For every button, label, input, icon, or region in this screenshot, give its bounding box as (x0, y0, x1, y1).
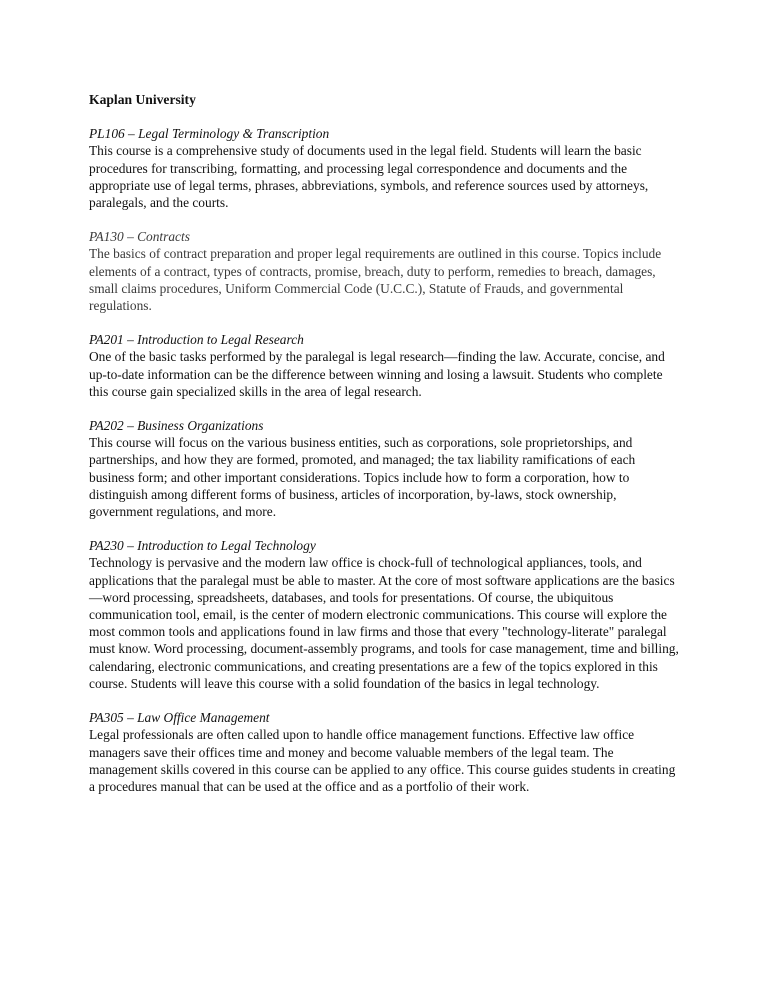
document-page (89, 91, 679, 812)
course-heading: PA130 – Contracts (89, 229, 190, 245)
course-description: One of the basic tasks performed by the paralegal is legal research—finding the law. Accurate, concise, and up-to-date information can be the difference between winning and losing a lawsuit. Students who complete this course gain specialized skills in the area of legal research. (89, 349, 665, 399)
course-heading: PA202 – Business Organizations (89, 418, 264, 434)
course-section-pa305 (89, 709, 679, 795)
course-description: This course will focus on the various business entities, such as corporations, sole proprietorships, and partnerships, and how they are formed, promoted, and managed; the tax liability ramifications of each business form; and other important considerations. Topics include how to form a corporation, how to distinguish among different forms of business, articles of incorporation, by-laws, stock ownership, government regulations, and more. (89, 435, 636, 520)
course-section-pa130 (89, 228, 679, 314)
course-description: The basics of contract preparation and proper legal requirements are outlined in this course. Topics include elements of a contract, types of contracts, promise, breach, duty to perform, remedies to breach, damages, small claims procedures, Uniform Commercial Code (U.C.C.), Statute of Frauds, and governmental regulations. (89, 246, 662, 314)
course-section-pa202 (89, 417, 679, 520)
course-heading: PA201 – Introduction to Legal Research (89, 332, 304, 348)
course-section-pl106 (89, 125, 679, 211)
course-section-pa230 (89, 537, 679, 692)
document-title: Kaplan University (89, 92, 196, 107)
course-heading: PA230 – Introduction to Legal Technology (89, 538, 316, 554)
course-section-pa201 (89, 331, 679, 400)
course-heading: PA305 – Law Office Management (89, 710, 270, 726)
course-description: This course is a comprehensive study of documents used in the legal field. Students will learn the basic procedures for transcribing, formatting, and processing legal correspondence and documents and the appropriate use of legal terms, phrases, abbreviations, symbols, and reference sources used by attorneys, paralegals, and the courts. (89, 143, 649, 211)
course-heading: PL106 – Legal Terminology & Transcription (89, 126, 330, 142)
course-description: Legal professionals are often called upon to handle office management functions. Effective law office managers save their offices time and money and become valuable members of the legal team. The management skills covered in this course can be applied to any office. This course guides students in creating a procedures manual that can be used at the office and as a portfolio of their work. (89, 727, 676, 794)
course-description: Technology is pervasive and the modern law office is chock-full of technological appliances, tools, and applications that the paralegal must be able to master. At the core of most software applications are the basics—word processing, spreadsheets, databases, and tools for presentations. Of course, the ubiquitous communication tool, email, is the center of modern electronic communications. This course will explore the most common tools and applications found in law firms and those that every "technology-literate" paralegal must know. Word processing, document-assembly programs, and tools for case management, time and billing, calendaring, electronic communications, and creating presentations are a few of the topics explored in this course. Students will leave this course with a solid foundation of the basics in legal technology. (89, 555, 679, 691)
